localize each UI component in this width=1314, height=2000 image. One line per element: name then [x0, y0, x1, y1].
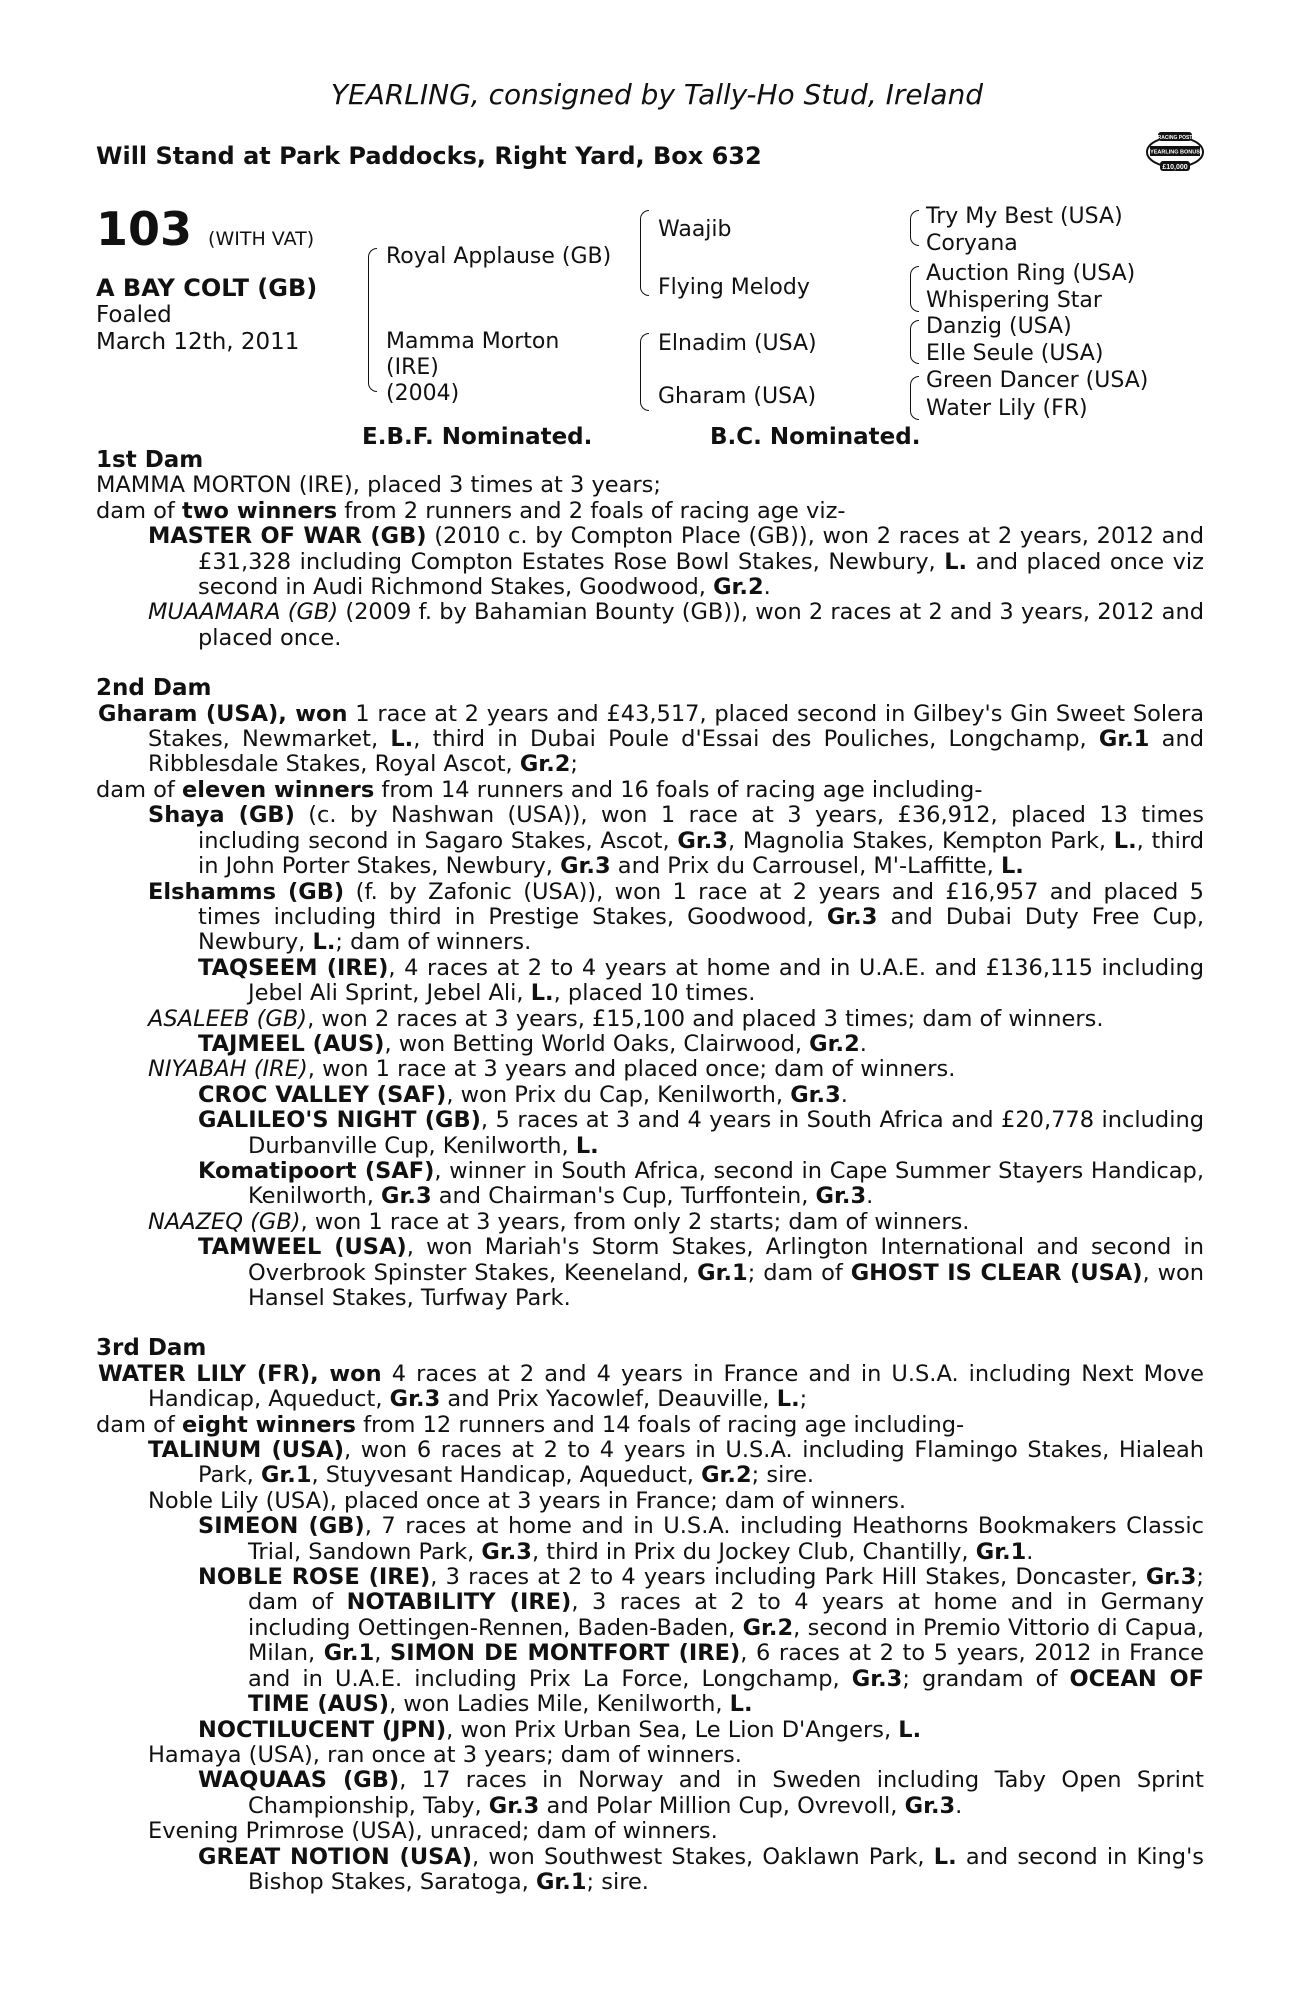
- record-entry: [96, 1514, 1204, 1565]
- record-entry: [96, 1083, 1204, 1108]
- section-gap: [96, 1311, 1204, 1336]
- record-entry: [96, 1565, 1204, 1717]
- record-text: L.: [1113, 827, 1137, 854]
- record-text: , 4 races at 2 to 4 years at home and in U.A.E. and £136,115 including Jebel Ali Sprint, Jebel Ali,: [248, 954, 1204, 1007]
- record-text: , won Ladies Mile, Kenilworth,: [389, 1691, 730, 1718]
- record-text: and placed once viz second in Audi Richmond Stakes, Goodwood,: [198, 548, 1204, 601]
- record-text: Gr.3: [488, 1792, 540, 1819]
- foaled-info: [96, 302, 299, 356]
- record-text: L.: [1000, 853, 1024, 880]
- record-text: ; grandam of: [902, 1665, 1070, 1692]
- record-text: Gr.3: [904, 1792, 956, 1819]
- record-text: Gr.1: [260, 1462, 312, 1489]
- sire: Royal Applause (GB): [386, 244, 612, 269]
- racing-post-bonus-icon: [1142, 130, 1208, 174]
- lot-title: A BAY COLT (GB): [96, 274, 318, 302]
- record-text: L.: [729, 1691, 753, 1718]
- record-text: Komatipoort (SAF): [198, 1157, 435, 1184]
- record-text: L.: [575, 1132, 599, 1159]
- record-text: SIMEON (GB): [198, 1513, 365, 1540]
- record-text: and Dubai Duty Free Cup, Newbury,: [198, 903, 1204, 956]
- record-text: GREAT NOTION (USA): [198, 1843, 473, 1870]
- record-text: ; sire.: [751, 1462, 815, 1489]
- record-text: , Stuyvesant Handicap, Aqueduct,: [311, 1462, 702, 1489]
- pedigree-brace-2: [640, 210, 649, 296]
- record-text: Elshamms (GB): [148, 878, 345, 905]
- pedigree-brace-7: [910, 376, 919, 420]
- record-text: ; sire.: [586, 1868, 649, 1895]
- record-text: L.: [776, 1386, 800, 1413]
- record-entry: [96, 1108, 1204, 1159]
- record-text: (c. by Nashwan (USA)), won 1 race at 3 years, £36,912, placed 13 times including second in Sagaro Stakes, Ascot,: [198, 802, 1204, 854]
- record-text: MASTER OF WAR (GB): [148, 523, 427, 550]
- record-text: Gr.2: [713, 574, 764, 601]
- foaled-date: March 12th, 2011: [96, 329, 300, 355]
- g3-4: Whispering Star: [926, 288, 1102, 313]
- record-text: 4 races at 2 and 4 years in France and in U.S.A. including Next Move Handicap, Aqueduct,: [148, 1360, 1205, 1413]
- record-text: 1 race at 2 years and £43,517, placed second in Gilbey's Gin Sweet Solera Stakes, Newmarket,: [148, 700, 1205, 753]
- record-entry: [96, 778, 1204, 803]
- record-text: from 12 runners and 14 foals of racing age including-: [355, 1411, 965, 1438]
- record-entry: [96, 1032, 1204, 1057]
- record-text: Gr.2: [809, 1030, 860, 1057]
- record-text: , won Betting World Oaks, Clairwood,: [384, 1030, 810, 1057]
- record-text: dam of: [96, 1411, 182, 1438]
- record-text: Gr.2: [519, 751, 571, 778]
- record-text: Gr.3: [381, 1183, 432, 1210]
- section-heading: 3rd Dam: [96, 1335, 207, 1362]
- record-text: TAQSEEM (IRE): [198, 954, 389, 981]
- pedigree-brace-1: [368, 248, 377, 392]
- record-text: , won Mariah's Storm Stakes, Arlington International and second in Overbrook Spinster Stakes, Keeneland,: [248, 1234, 1204, 1286]
- record-text: Shaya (GB): [148, 802, 295, 829]
- record-text: ASALEEB (GB): [148, 1005, 308, 1032]
- record-text: ; dam of: [747, 1259, 851, 1286]
- record-text: .: [840, 1081, 848, 1108]
- record-entry: [96, 1489, 1204, 1514]
- record-text: Gr.3: [481, 1538, 532, 1565]
- vat-label: (WITH VAT): [208, 228, 315, 250]
- record-text: TALINUM (USA): [148, 1437, 344, 1464]
- record-text: (2010 c. by Compton Place (GB)), won 2 races at 2 years, 2012 and £31,328 including Compton Estates Rose Bowl Stakes, Newbury,: [198, 523, 1204, 575]
- record-text: L.: [898, 1716, 922, 1743]
- record-text: .: [859, 1030, 867, 1057]
- record-text: , third in Dubai Poule d'Essai des Pouliches, Longchamp,: [413, 726, 1099, 753]
- record-text: NIYABAH (IRE): [148, 1056, 308, 1083]
- record-text: TAMWEEL (USA): [198, 1234, 407, 1261]
- record-entry: [96, 1159, 1204, 1210]
- g3-7: Green Dancer (USA): [926, 368, 1149, 393]
- record-text: Gr.1: [975, 1538, 1027, 1565]
- record-text: Gr.1: [1098, 726, 1150, 753]
- record-text: , third in John Porter Stakes, Newbury,: [198, 827, 1204, 880]
- record-text: and Prix du Carrousel, M'-Laffitte,: [610, 853, 1001, 880]
- record-text: Hamaya (USA), ran once at 3 years; dam of winners.: [148, 1741, 742, 1768]
- record-text: (2009 f. by Bahamian Bounty (GB)), won 2 races at 2 and 3 years, 2012 and placed once.: [198, 599, 1204, 651]
- record-text: , won Prix Urban Sea, Le Lion D'Angers,: [446, 1716, 899, 1743]
- dam: [386, 329, 559, 407]
- record-text: .: [955, 1792, 963, 1819]
- record-text: , 17 races in Norway and in Sweden including Taby Open Sprint Championship, Taby,: [248, 1767, 1204, 1819]
- record-text: Evening Primrose (USA), unraced; dam of winners.: [148, 1818, 718, 1845]
- record-text: , won 1 race at 3 years and placed once; dam of winners.: [307, 1056, 956, 1083]
- record-entry: [96, 1438, 1204, 1489]
- record-text: , 7 races at home and in U.S.A. including Heathorns Bookmakers Classic Trial, Sandown Park,: [248, 1513, 1204, 1565]
- record-text: ; dam of: [248, 1564, 1204, 1616]
- record-text: Gr.3: [560, 853, 611, 880]
- record-text: L.: [390, 726, 414, 753]
- record-text: , Magnolia Stakes, Kempton Park,: [727, 827, 1114, 854]
- record-text: ,: [374, 1640, 390, 1667]
- record-text: (f. by Zafonic (USA)), won 1 race at 2 years and £16,957 and placed 5 times including third in Prestige Stakes, Goodwood,: [198, 878, 1204, 930]
- record-text: GHOST IS CLEAR (USA): [850, 1259, 1143, 1286]
- g3-6: Elle Seule (USA): [926, 341, 1104, 366]
- record-text: , winner in South Africa, second in Cape Summer Stayers Handicap, Kenilworth,: [248, 1157, 1204, 1210]
- record-entry: [96, 499, 1204, 524]
- record-text: ; dam of winners.: [335, 929, 532, 956]
- record-text: CROC VALLEY (SAF): [198, 1081, 447, 1108]
- record-text: from 14 runners and 16 foals of racing age including-: [374, 776, 983, 803]
- record-text: and Ribblesdale Stakes, Royal Ascot,: [148, 726, 1204, 778]
- lot-number-block: [96, 202, 315, 263]
- record-text: OCEAN OF TIME (AUS): [248, 1665, 1204, 1718]
- record-text: , won Prix du Cap, Kenilworth,: [446, 1081, 791, 1108]
- record-text: Gr.1: [697, 1259, 748, 1286]
- dam-line-3: (2004): [386, 381, 460, 406]
- record-text: , 5 races at 3 and 4 years in South Africa and £20,778 including Durbanville Cup, Kenilworth,: [248, 1107, 1205, 1159]
- record-text: , 6 races at 2 to 5 years, 2012 in France and in U.A.E. including Prix La Force, Longchamp,: [248, 1640, 1204, 1692]
- record-text: WAQUAAS (GB): [198, 1767, 400, 1794]
- g3-1: Try My Best (USA): [926, 204, 1123, 229]
- record-text: eight winners: [181, 1411, 356, 1438]
- g3-5: Danzig (USA): [926, 314, 1072, 339]
- pedigree-brace-6: [910, 320, 919, 364]
- record-text: ;: [799, 1386, 808, 1413]
- g3-3: Auction Ring (USA): [926, 261, 1136, 286]
- record-text: , won Southwest Stakes, Oaklawn Park,: [472, 1843, 934, 1870]
- record-text: , won 2 races at 3 years, £15,100 and placed 3 times; dam of winners.: [307, 1005, 1104, 1032]
- record-entry: [96, 1845, 1204, 1896]
- record-text: , won 1 race at 3 years, from only 2 starts; dam of winners.: [300, 1208, 970, 1235]
- record-entry: [96, 524, 1204, 600]
- record-text: NOTABILITY (IRE): [346, 1589, 572, 1616]
- record-text: Gr.3: [851, 1665, 903, 1692]
- record-text: Gr.3: [677, 827, 728, 854]
- dam-sire: Elnadim (USA): [658, 331, 817, 356]
- section-heading: 2nd Dam: [96, 675, 212, 702]
- record-entry: [96, 1819, 1204, 1844]
- record-text: , 3 races at 2 to 4 years at home and in Germany including Oettingen-Rennen, Baden-Baden,: [248, 1589, 1205, 1641]
- record-text: NOBLE ROSE (IRE): [198, 1564, 431, 1591]
- ebf-nominated: E.B.F. Nominated.: [362, 424, 593, 450]
- dam-dam: Gharam (USA): [658, 384, 817, 409]
- record-entry: [96, 1362, 1204, 1413]
- record-text: , second in Premio Vittorio di Capua, Milan,: [248, 1614, 1204, 1667]
- record-entry: [96, 1768, 1204, 1819]
- record-entry: [96, 1718, 1204, 1743]
- record-text: Noble Lily (USA), placed once at 3 years in France; dam of winners.: [148, 1487, 907, 1514]
- record-text: and Prix Yacowlef, Deauville,: [440, 1386, 777, 1413]
- record-entry: [96, 702, 1204, 778]
- sire-dam: Flying Melody: [658, 275, 810, 300]
- record-text: GALILEO'S NIGHT (GB): [198, 1107, 481, 1134]
- record-text: L.: [944, 548, 968, 575]
- pedigree-brace-4: [910, 210, 919, 246]
- record-text: and second in King's Bishop Stakes, Saratoga,: [248, 1843, 1204, 1895]
- record-text: L.: [933, 1843, 957, 1870]
- record-text: , placed 10 times.: [553, 980, 756, 1007]
- record-text: , 3 races at 2 to 4 years including Park Hill Stakes, Doncaster,: [430, 1564, 1146, 1591]
- record-text: Gr.3: [389, 1386, 441, 1413]
- record-entry: [96, 1413, 1204, 1438]
- badge-top-text: RACING POST: [1157, 135, 1193, 141]
- record-text: Gharam (USA), won: [98, 700, 348, 727]
- record-text: .: [866, 1183, 874, 1210]
- record-text: and Polar Million Cup, Ovrevoll,: [539, 1792, 905, 1819]
- pedigree-brace-5: [910, 266, 919, 312]
- record-text: and Chairman's Cup, Turffontein,: [431, 1183, 816, 1210]
- record-entry: [96, 956, 1204, 1007]
- record-entry: [96, 1235, 1204, 1311]
- record-entry: [96, 880, 1204, 956]
- foaled-label: Foaled: [96, 302, 172, 328]
- record-text: Gr.1: [535, 1868, 587, 1895]
- lot-number: 103: [96, 202, 193, 256]
- record-text: two winners: [181, 497, 338, 524]
- record-text: , third in Prix du Jockey Club, Chantilly,: [531, 1538, 976, 1565]
- record-text: MUAAMARA (GB): [148, 599, 339, 626]
- record-text: Gr.3: [815, 1183, 867, 1210]
- record-text: ;: [570, 751, 578, 778]
- g3-8: Water Lily (FR): [926, 396, 1088, 421]
- record-text: L.: [530, 980, 554, 1007]
- stand-location: Will Stand at Park Paddocks, Right Yard, Box 632: [96, 142, 762, 170]
- record-entry: [96, 1210, 1204, 1235]
- record-text: Gr.3: [1145, 1564, 1197, 1591]
- record-text: MAMMA MORTON (IRE), placed 3 times at 3 years;: [96, 472, 661, 499]
- record-text: dam of: [96, 776, 182, 803]
- record-text: SIMON DE MONTFORT (IRE): [390, 1640, 741, 1667]
- record-entry: [96, 600, 1204, 651]
- record-text: L.: [312, 929, 336, 956]
- record-text: TAJMEEL (AUS): [198, 1030, 385, 1057]
- dam-line-1: Mamma Morton: [386, 329, 560, 354]
- bc-nominated: B.C. Nominated.: [710, 424, 921, 450]
- record-text: , won Hansel Stakes, Turfway Park.: [248, 1259, 1205, 1311]
- record-text: dam of: [96, 497, 182, 524]
- record-entry: [96, 1007, 1204, 1032]
- produce-record: [96, 448, 1204, 1895]
- g3-2: Coryana: [926, 231, 1018, 256]
- record-text: .: [1026, 1538, 1034, 1565]
- record-text: from 2 runners and 2 foals of racing age viz-: [337, 497, 846, 524]
- record-entry: [96, 803, 1204, 879]
- dam-line-2: (IRE): [386, 355, 439, 380]
- record-text: Gr.3: [826, 903, 878, 930]
- record-text: Gr.2: [742, 1614, 794, 1641]
- record-text: Gr.2: [701, 1462, 752, 1489]
- badge-bottom-text: £10,000: [1162, 164, 1188, 171]
- record-entry: [96, 1743, 1204, 1768]
- section-gap: [96, 651, 1204, 676]
- record-text: .: [763, 574, 771, 601]
- sire-sire: Waajib: [658, 217, 732, 242]
- record-entry: [96, 1057, 1204, 1082]
- record-text: Gr.3: [790, 1081, 841, 1108]
- record-entry: [96, 473, 1204, 498]
- section-heading: 1st Dam: [96, 447, 204, 473]
- record-text: NAAZEQ (GB): [148, 1208, 301, 1235]
- record-text: NOCTILUCENT (JPN): [198, 1716, 447, 1743]
- badge-mid-text: YEARLING BONUS: [1150, 149, 1200, 156]
- pedigree-brace-3: [640, 333, 649, 411]
- record-text: eleven winners: [181, 776, 375, 803]
- page-subtitle: YEARLING, consigned by Tally-Ho Stud, Ireland: [330, 78, 984, 111]
- record-text: , won 6 races at 2 to 4 years in U.S.A. including Flamingo Stakes, Hialeah Park,: [198, 1437, 1204, 1489]
- record-text: Gr.1: [323, 1640, 375, 1667]
- record-text: WATER LILY (FR), won: [98, 1360, 382, 1387]
